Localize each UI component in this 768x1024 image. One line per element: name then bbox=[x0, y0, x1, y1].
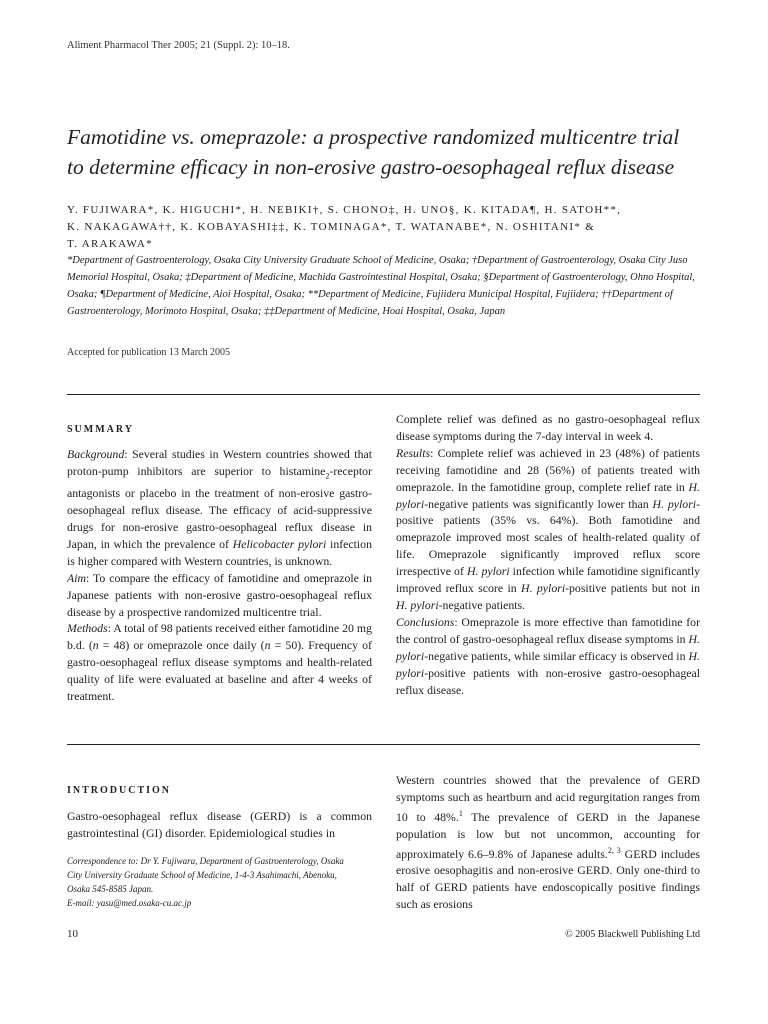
summary-left-column bbox=[67, 446, 372, 705]
rule-bottom bbox=[67, 744, 700, 745]
methods-label: Methods bbox=[67, 621, 108, 636]
title-line-1: Famotidine vs. omeprazole: a prospective randomized multicentre trial bbox=[67, 125, 680, 149]
results-label: Results bbox=[396, 445, 431, 460]
authors-line-3: T. ARAKAWA* bbox=[67, 238, 153, 250]
summary-aim: Aim: To compare the efficacy of famotidine and omeprazole in Japanese patients with non-erosive gastro-oesophageal reflux disease by a prospective randomized multicentre trial. bbox=[67, 570, 372, 619]
aim-label: Aim bbox=[67, 570, 87, 585]
correspondence bbox=[67, 854, 382, 910]
background-label: Background bbox=[67, 447, 125, 461]
summary-heading: SUMMARY bbox=[67, 424, 134, 435]
author-list bbox=[67, 202, 707, 253]
article-title bbox=[67, 122, 717, 182]
summary-background: Background: Several studies in Western countries showed that proton-pump inhibitors are superior to histamine$_2$-receptor antagonists or placebo in the treatment of non-erosive gastro-oesophageal reflux disease. The efficacy of acid-suppressive drugs for non-erosive gastro-oesophageal reflux disease in Japan, in which the prevalence of Helicobacter pylori infection is higher compared with Western countries, is unknown. bbox=[67, 447, 372, 568]
copyright-notice: © 2005 Blackwell Publishing Ltd bbox=[565, 929, 700, 940]
correspondence-line-2: City University Graduate School of Medicine, 1-4-3 Asahimachi, Abenoku, bbox=[67, 870, 337, 880]
introduction-right-column bbox=[396, 772, 700, 913]
conclusions-label: Conclusions bbox=[396, 614, 455, 629]
correspondence-line-3: Osaka 545-8585 Japan. bbox=[67, 884, 154, 894]
page-number: 10 bbox=[67, 928, 78, 940]
affiliations: *Department of Gastroenterology, Osaka City University Graduate School of Medicine, Osaka; †Department of Gastroenterology, Osaka City Juso Memorial Hospital, Osaka; ‡Department of Medicine, Machida Gastrointestinal Hospital, Osaka; §Department of Gastroenterology, Ohno Hospital, Osaka; ¶Department of Medicine, Aioi Hospital, Osaka; **Department of Medicine, Fujiidera Municipal Hospital, Fujiidera; ††Department of Gastroenterology, Morimoto Hospital, Osaka; ‡‡Department of Medicine, Hoai Hospital, Osaka, Japan bbox=[67, 255, 695, 317]
summary-complete-relief: Complete relief was defined as no gastro-oesophageal reflux disease symptoms during the 7-day interval in week 4. bbox=[396, 412, 700, 443]
correspondence-line-1: Correspondence to: Dr Y. Fujiwara, Department of Gastroenterology, Osaka bbox=[67, 856, 344, 866]
accepted-date: Accepted for publication 13 March 2005 bbox=[67, 347, 231, 358]
introduction-heading: INTRODUCTION bbox=[67, 785, 172, 796]
introduction-left-column bbox=[67, 808, 372, 842]
introduction-left-text: Gastro-oesophageal reflux disease (GERD) is a common gastrointestinal (GI) disorder. Epidemiological studies in bbox=[67, 809, 372, 840]
summary-right-column bbox=[396, 411, 700, 698]
authors-line-2: K. NAKAGAWA††, K. KOBAYASHI‡‡, K. TOMINAGA*, T. WATANABE*, N. OSHITANI* & bbox=[67, 221, 596, 233]
summary-conclusions: Conclusions: Omeprazole is more effective than famotidine for the control of gastro-oesophageal reflux disease symptoms in H. pylori-negative patients, while similar efficacy is observed in H. pylori-positive patients with non-erosive gastro-oesophageal reflux disease. bbox=[396, 614, 700, 697]
correspondence-email: E-mail: yasu@med.osaka-cu.ac.jp bbox=[67, 898, 192, 908]
authors-line-1: Y. FUJIWARA*, K. HIGUCHI*, H. NEBIKI†, S. CHONO‡, H. UNO§, K. KITADA¶, H. SATOH**, bbox=[67, 204, 622, 216]
introduction-right-text: Western countries showed that the prevalence of GERD symptoms such as heartburn and acid regurgitation ranges from 10 to 48%.$^1$ The prevalence of GERD in the Japanese population is low but not uncommon, accounting for approximately 6.6–9.8% of Japanese adults.$^{2, 3}$ GERD includes erosive oesophagitis and non-erosive GERD. Only one-third to half of GERD patients have endoscopically positive findings such as erosions bbox=[396, 773, 701, 912]
rule-top bbox=[67, 394, 700, 395]
journal-citation: Aliment Pharmacol Ther 2005; 21 (Suppl. 2): 10–18. bbox=[67, 40, 290, 51]
summary-methods: Methods: A total of 98 patients received either famotidine 20 mg b.d. (n = 48) or omeprazole once daily (n = 50). Frequency of gastro-oesophageal reflux disease symptoms and health-related quality of life were evaluated at baseline and after 4 weeks of treatment. bbox=[67, 621, 372, 704]
summary-results: Results: Complete relief was achieved in 23 (48%) of patients receiving famotidine and 28 (56%) of patients treated with omeprazole. In the famotidine group, complete relief rate in H. pylori-negative patients was significantly lower than H. pylori-positive patients (35% vs. 64%). Both famotidine and omeprazole improved most scales of health-related quality of life. Omeprazole significantly improved reflux score irrespective of H. pylori infection while famotidine significantly improved reflux score in H. pylori-positive patients but not in H. pylori-negative patients. bbox=[396, 445, 700, 612]
title-line-2: to determine efficacy in non-erosive gastro-oesophageal reflux disease bbox=[67, 155, 675, 179]
